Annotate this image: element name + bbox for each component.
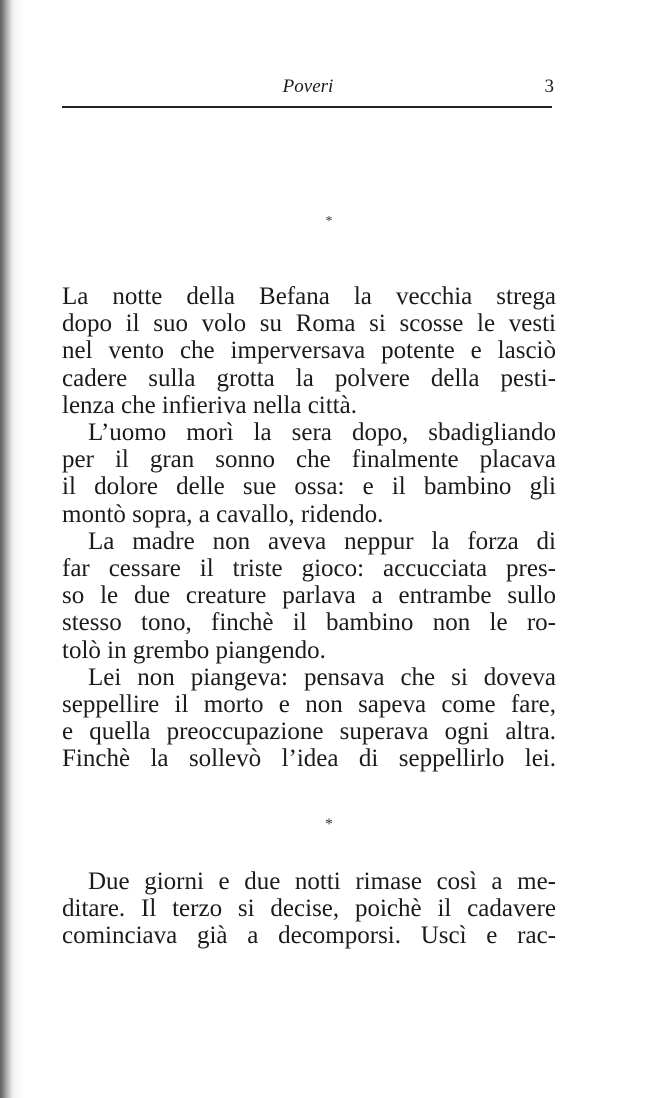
section-1-text (62, 283, 556, 773)
text-line: La madre non aveva neppur la forza di (88, 527, 556, 555)
text-line: nel vento che imperversava potente e lasciò (62, 337, 556, 365)
text-line: cadere sulla grotta la polvere della pesti- (62, 364, 556, 392)
section-2-text (62, 868, 556, 950)
section-separator-asterisk: * (325, 214, 333, 229)
text-line: Lei non piangeva: pensava che si doveva (88, 663, 556, 691)
text-line: tolò in grembo piangendo. (62, 636, 326, 664)
page-number: 3 (544, 76, 554, 97)
running-title: Poveri (282, 76, 334, 97)
running-head (62, 74, 554, 100)
text-line: il dolore delle sue ossa: e il bambino gli (62, 473, 556, 501)
text-line: La notte della Befana la vecchia strega (62, 283, 556, 310)
text-line: lenza che infieriva nella città. (62, 391, 357, 419)
text-line: e quella preoccupazione superava ogni altra. (62, 718, 556, 746)
section-separator-asterisk: * (325, 816, 333, 833)
text-line: cominciava già a decomporsi. Uscì e rac- (62, 922, 556, 950)
text-line: montò sopra, a cavallo, ridendo. (62, 500, 384, 528)
text-line: ditare. Il terzo si decise, poichè il cadavere (62, 895, 556, 923)
text-line: per il gran sonno che finalmente placava (62, 446, 556, 474)
text-line: L’uomo morì la sera dopo, sbadigliando (88, 419, 556, 447)
text-line: Finchè la sollevò l’idea di seppellirlo lei. (62, 745, 556, 773)
text-line: far cessare il triste gioco: accucciata pres- (62, 555, 556, 583)
spine-shadow (0, 0, 12, 1098)
text-line: so le due creature parlava a entrambe sullo (62, 582, 556, 610)
text-line: stesso tono, finchè il bambino non le ro- (62, 609, 556, 637)
text-line: dopo il suo volo su Roma si scosse le vesti (62, 310, 556, 338)
text-line: Due giorni e due notti rimase così a me- (88, 868, 556, 895)
header-rule (62, 106, 552, 108)
text-line: seppellire il morto e non sapeva come fare, (62, 691, 556, 719)
